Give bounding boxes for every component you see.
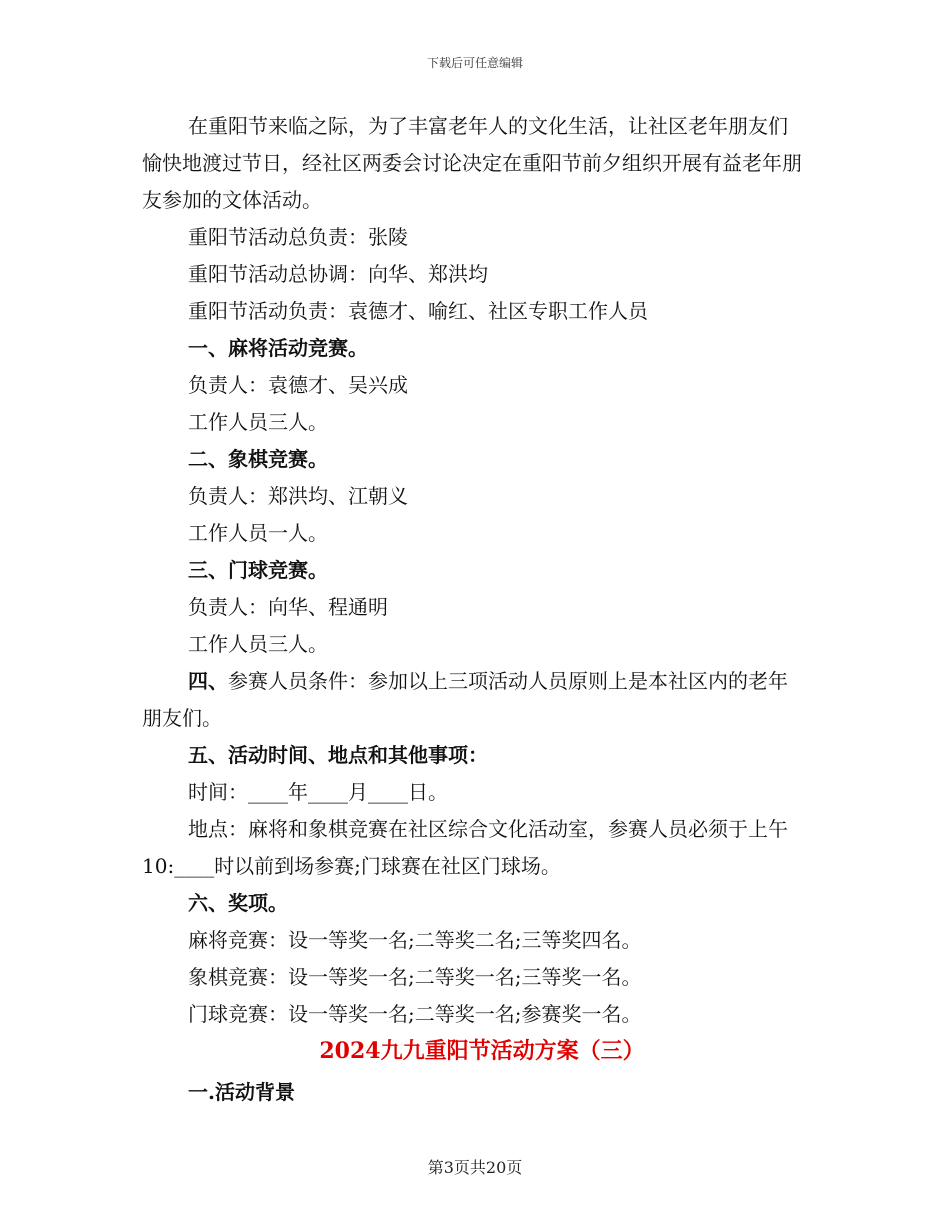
intro-paragraph: 在重阳节来临之际，为了丰富老年人的文化生活，让社区老年朋友们愉快地渡过节日，经社区两委会讨论决定在重阳节前夕组织开展有益老年朋友参加的文体活动。 xyxy=(142,114,802,212)
award-line: 门球竞赛：设一等奖一名;二等奖一名;参赛奖一名。 xyxy=(188,1002,642,1026)
section-4-paragraph xyxy=(142,663,802,737)
leader-line: 重阳节活动总协调：向华、郑洪均 xyxy=(188,262,488,286)
place-paragraph: 地点：麻将和象棋竞赛在社区综合文化活动室，参赛人员必须于上午10:____时以前到场参赛;门球赛在社区门球场。 xyxy=(142,817,788,878)
section-line: 负责人：郑洪均、江朝义 xyxy=(188,484,408,508)
leader-line: 重阳节活动总负责：张陵 xyxy=(188,225,408,249)
next-document-title: 2024九九重阳节活动方案（三） xyxy=(319,1038,645,1064)
section-heading: 一、麻将活动竞赛。 xyxy=(188,336,368,360)
section-heading: 五、活动时间、地点和其他事项： xyxy=(188,743,488,767)
page-header: 下载后可任意编辑 xyxy=(426,56,523,70)
next-subheading: 一.活动背景 xyxy=(188,1080,295,1104)
section-heading: 四、 xyxy=(188,669,228,693)
award-line: 麻将竞赛：设一等奖一名;二等奖二名;三等奖四名。 xyxy=(188,928,642,952)
section-heading: 三、门球竞赛。 xyxy=(188,558,328,582)
section-line: 工作人员三人。 xyxy=(188,410,328,434)
section-line: 工作人员一人。 xyxy=(188,521,328,545)
page-footer: 第3页共20页 xyxy=(427,1158,523,1177)
section-line: 负责人：向华、程通明 xyxy=(188,595,388,619)
section-line: 负责人：袁德才、吴兴成 xyxy=(188,373,408,397)
section-line: 工作人员三人。 xyxy=(188,632,328,656)
document-body xyxy=(142,108,802,1111)
award-line: 象棋竞赛：设一等奖一名;二等奖一名;三等奖一名。 xyxy=(188,965,642,989)
time-line: 时间：____年____月____日。 xyxy=(188,780,448,804)
leader-line: 重阳节活动负责：袁德才、喻红、社区专职工作人员 xyxy=(188,299,648,323)
section-heading: 六、奖项。 xyxy=(188,891,288,915)
section-heading: 二、象棋竞赛。 xyxy=(188,447,328,471)
section-4-text: 参赛人员条件：参加以上三项活动人员原则上是本社区内的老年朋友们。 xyxy=(142,669,788,730)
